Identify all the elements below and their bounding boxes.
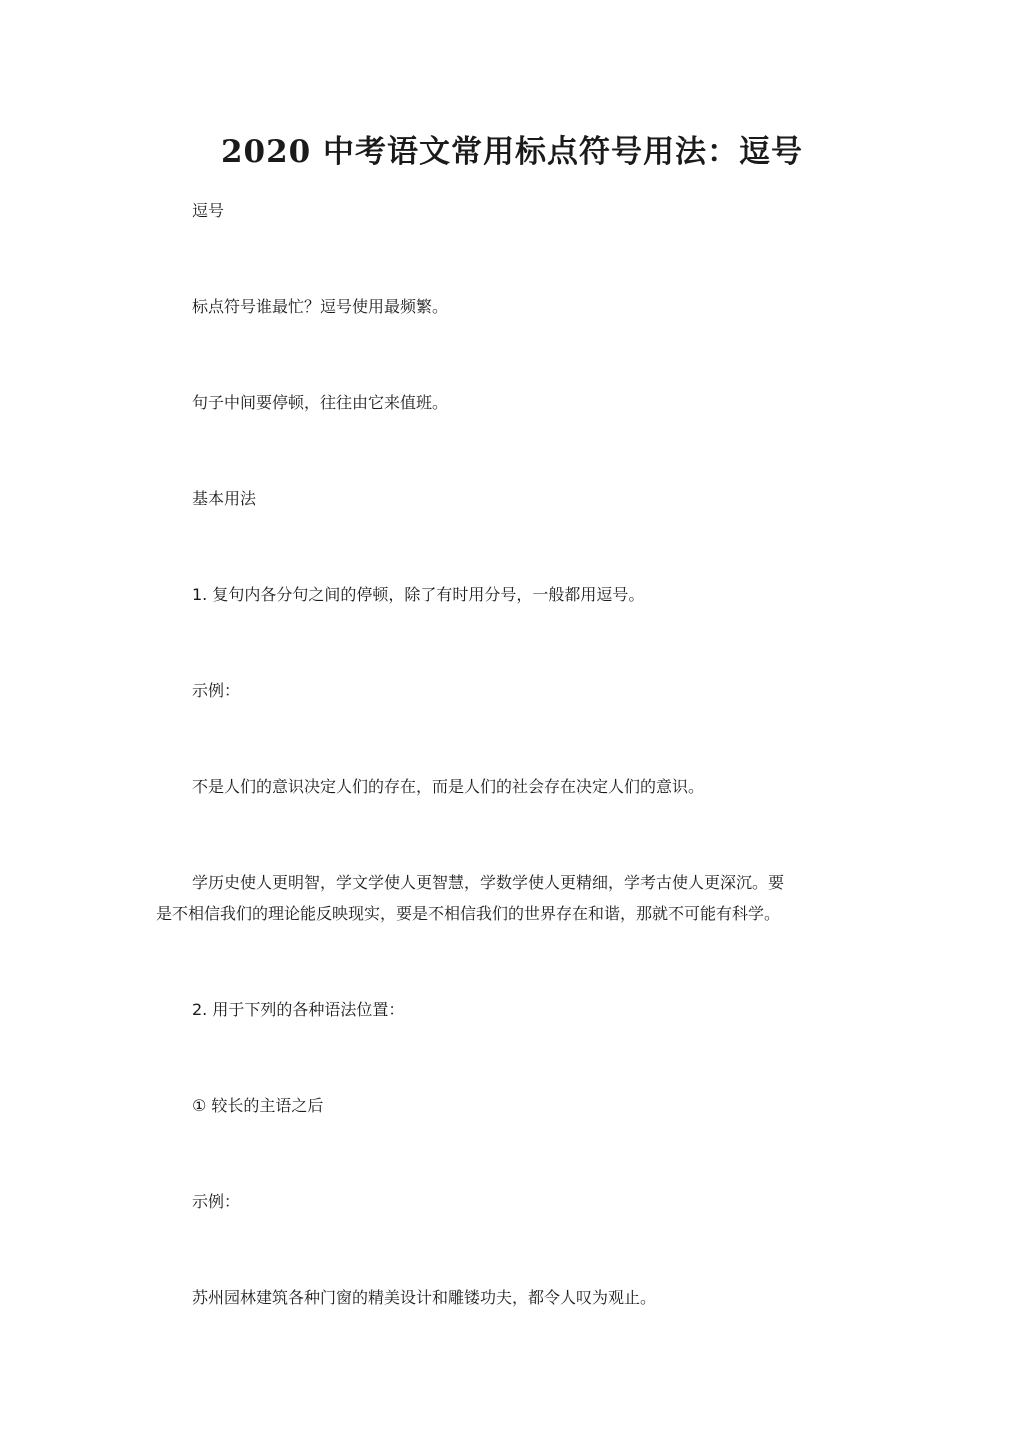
paragraph-example-label-2: 示例：	[192, 1192, 241, 1211]
paragraph-example-2-line-2: 是不相信我们的理论能反映现实，要是不相信我们的世界存在和谐，那就不可能有科学。	[156, 904, 781, 923]
paragraph-basic-usage-heading: 基本用法	[192, 489, 257, 508]
paragraph-intro-pause: 句子中间要停顿，往往由它来值班。	[192, 393, 449, 412]
paragraph-intro-question: 标点符号谁最忙？逗号使用最频繁。	[192, 297, 449, 316]
paragraph-rule-1: 1. 复句内各分句之间的停顿，除了有时用分号，一般都用逗号。	[192, 585, 645, 604]
paragraph-rule-2-sub-1: ① 较长的主语之后	[192, 1096, 324, 1115]
paragraph-rule-2: 2. 用于下列的各种语法位置：	[192, 1000, 405, 1019]
paragraph-comma-heading: 逗号	[192, 201, 225, 220]
paragraph-example-2	[156, 867, 856, 929]
paragraph-example-label-1: 示例：	[192, 681, 241, 700]
paragraph-example-1: 不是人们的意识决定人们的存在，而是人们的社会存在决定人们的意识。	[192, 777, 705, 796]
paragraph-example-2-line-1: 学历史使人更明智，学文学使人更智慧，学数学使人更精细，学考古使人更深沉。要	[192, 873, 785, 892]
paragraph-example-3: 苏州园林建筑各种门窗的精美设计和雕镂功夫，都令人叹为观止。	[192, 1288, 657, 1307]
document-title: 2020 中考语文常用标点符号用法：逗号	[220, 134, 804, 170]
